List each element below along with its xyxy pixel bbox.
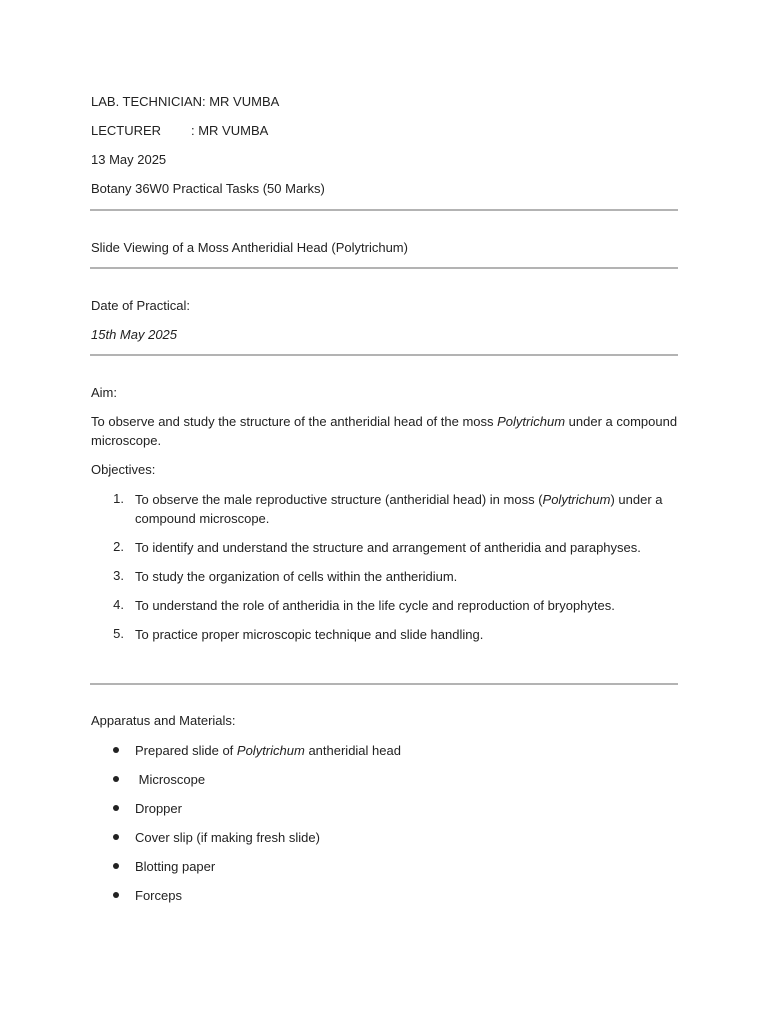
aim-text-before: To observe and study the structure of the antheridial head of the moss (91, 414, 498, 429)
document-date: 13 May 2025 (91, 152, 167, 167)
objective-item: To study the organization of cells within the antheridium. (135, 569, 458, 584)
practical-date-label: Date of Practical: (91, 298, 190, 313)
objective-text-line2: compound microscope. (135, 511, 270, 526)
objective-number: 3. (113, 568, 124, 583)
aim-text-after: under a compound (565, 414, 678, 429)
aim-text-italic: Polytrichum (497, 414, 566, 429)
apparatus-text-before: Prepared slide of (135, 743, 237, 758)
objective-text-before: To observe the male reproductive structure (antheridial head) in moss ( (135, 492, 543, 507)
objective-item (135, 490, 680, 528)
course-title: Botany 36W0 Practical Tasks (50 Marks) (91, 181, 325, 196)
apparatus-text-italic: Polytrichum (236, 743, 305, 758)
objective-number: 1. (113, 491, 124, 506)
objective-number: 2. (113, 539, 124, 554)
bullet-icon (113, 834, 119, 840)
bullet-icon (113, 892, 119, 898)
bullet-icon (113, 747, 119, 753)
divider (90, 683, 678, 685)
apparatus-item: Blotting paper (135, 859, 216, 874)
apparatus-item: Forceps (135, 888, 182, 903)
practical-title: Slide Viewing of a Moss Antheridial Head (Polytrichum) (91, 240, 408, 255)
lecturer-value: : MR VUMBA (191, 123, 269, 138)
lecturer-label: LECTURER (91, 123, 162, 138)
apparatus-item (135, 741, 680, 760)
aim-text-line2: microscope. (91, 433, 162, 448)
objective-item: To identify and understand the structure and arrangement of antheridia and paraphyses. (135, 540, 641, 555)
bullet-icon (113, 776, 119, 782)
apparatus-label: Apparatus and Materials: (91, 713, 236, 728)
objective-item: To understand the role of antheridia in the life cycle and reproduction of bryophytes. (135, 598, 615, 613)
bullet-icon (113, 805, 119, 811)
practical-date-value: 15th May 2025 (91, 327, 178, 342)
divider (90, 267, 678, 269)
objectives-label: Objectives: (91, 462, 156, 477)
apparatus-text-after: antheridial head (304, 743, 401, 758)
objective-number: 5. (113, 626, 124, 641)
objective-number: 4. (113, 597, 124, 612)
apparatus-item: Cover slip (if making fresh slide) (135, 830, 320, 845)
divider (90, 354, 678, 356)
apparatus-item: Dropper (135, 801, 182, 816)
objective-item: To practice proper microscopic technique and slide handling. (135, 627, 484, 642)
objective-text-italic: Polytrichum (542, 492, 611, 507)
objective-text-after: ) under a (610, 492, 663, 507)
aim-text-line1 (91, 414, 677, 430)
apparatus-item: Microscope (135, 772, 206, 787)
divider (90, 209, 678, 211)
lab-technician-line: LAB. TECHNICIAN: MR VUMBA (91, 94, 280, 109)
aim-label: Aim: (91, 385, 117, 400)
bullet-icon (113, 863, 119, 869)
